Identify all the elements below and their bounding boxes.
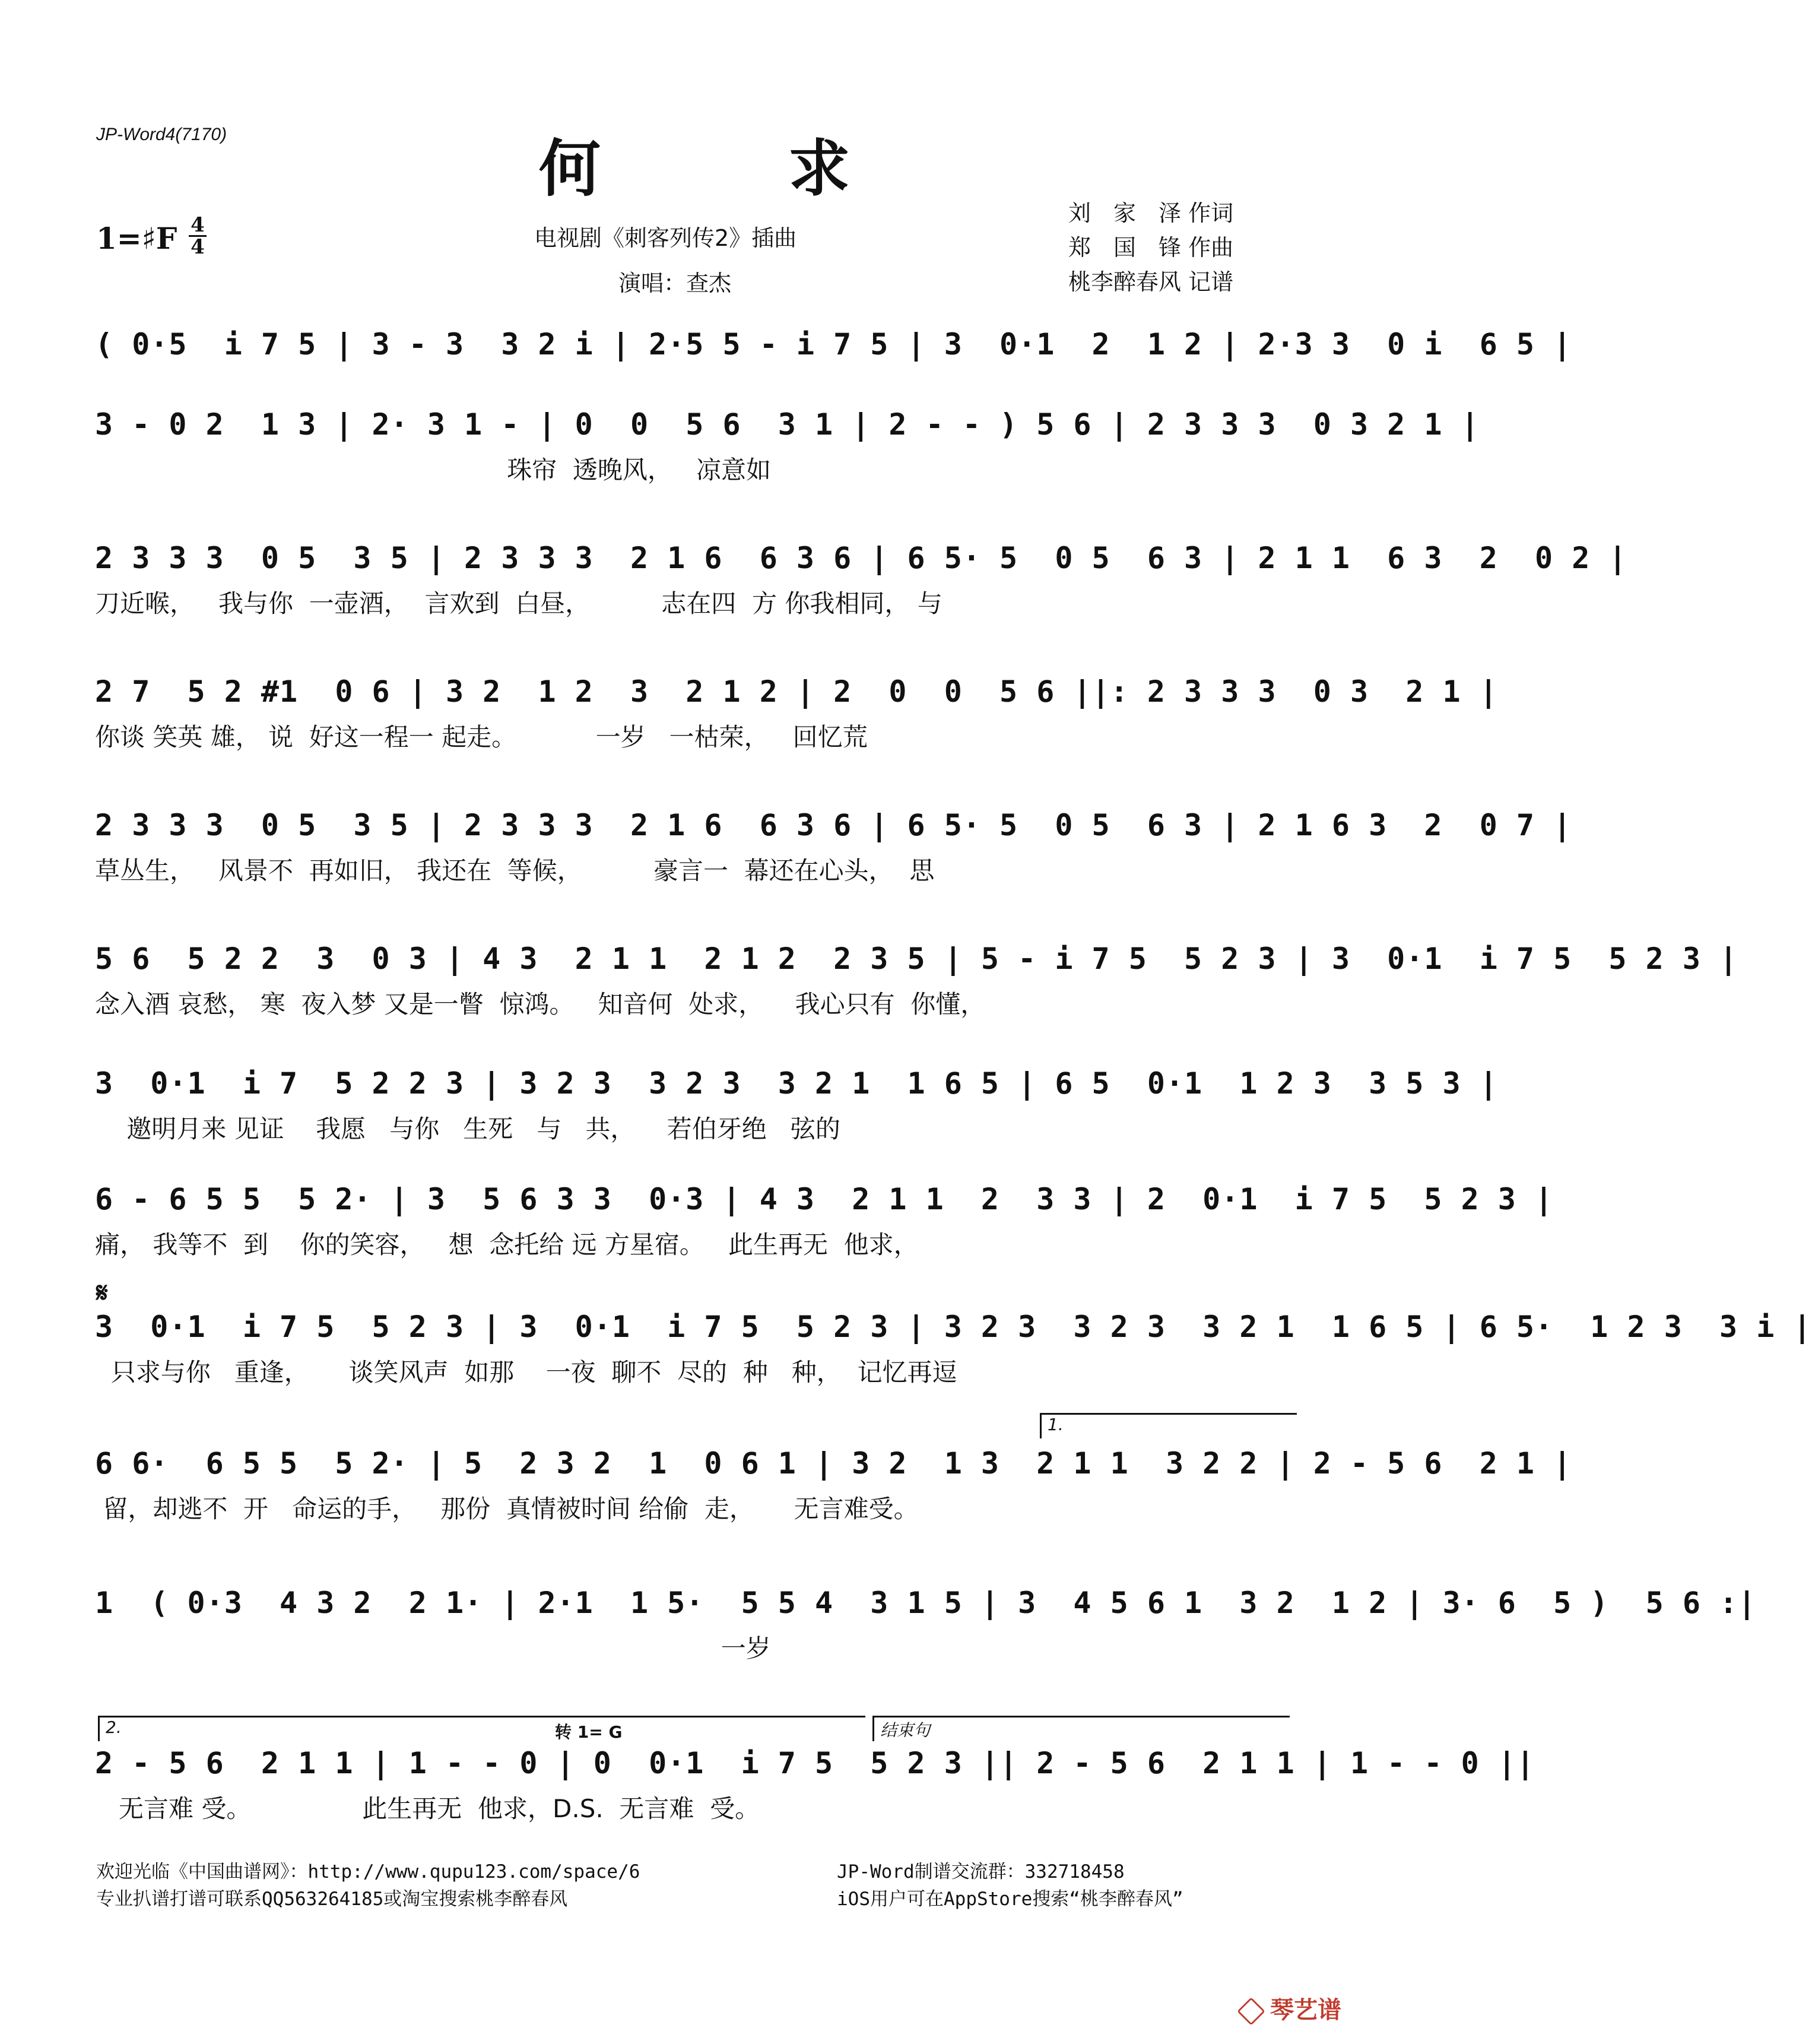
score-system-6 xyxy=(95,938,1738,1022)
ending-bracket xyxy=(872,1716,1290,1741)
footer-group-line: JP-Word制谱交流群：332718458 xyxy=(837,1861,1125,1883)
notation-line: 3 - 0 2 1 3 | 2· 3 1 - | 0 0 5 6 3 1 | 2 - - ) 5 6 | 2 3 3 3 0 3 2 1 | xyxy=(95,407,1480,442)
score-system-7 xyxy=(95,1063,1498,1147)
lyrics-line: 你谈 笑英 雄， 说 好这一程一 起走。 一岁 一枯荣， 回忆荒 xyxy=(95,722,868,752)
lyricist-credit: 刘 家 泽 作词 xyxy=(1068,200,1234,226)
score-system-4 xyxy=(95,671,1498,755)
key-signature: 1=♯F xyxy=(96,221,177,256)
footer-right xyxy=(837,1858,1183,1913)
notation-line: 6 6· 6 5 5 5 2· | 5 2 3 2 1 0 6 1 | 3 2 1 3 2 1 1 3 2 2 | 2 - 5 6 2 1 | xyxy=(95,1446,1572,1481)
lyrics-line: 痛， 我等不 到 你的笑容， 想 念托给 远 方星宿。 此生再无 他求， xyxy=(95,1230,919,1259)
lyrics-line: 留，却逃不 开 命运的手， 那份 真情被时间 给偷 走， 无言难受。 xyxy=(95,1494,919,1523)
time-signature-top: 4 xyxy=(189,215,207,237)
notation-line: ( 0·5 i 7 5 | 3 - 3 3 2 i | 2·5 5 - i 7 5 | 3 0·1 2 1 2 | 2·3 3 0 i 6 5 | xyxy=(95,327,1572,362)
composer-credit: 郑 国 锋 作曲 xyxy=(1068,234,1234,261)
singer: 演唱：查杰 xyxy=(618,270,732,296)
score-system-5 xyxy=(95,804,1572,889)
ending-label: 结束句 xyxy=(880,1720,931,1740)
score-system-1 xyxy=(95,324,1572,408)
logo-text: 琴艺谱 xyxy=(1270,1997,1341,2024)
volta-label-2: 2. xyxy=(106,1717,122,1737)
notation-line: 3 0·1 i 7 5 5 2 3 | 3 0·1 i 7 5 5 2 3 | 3 2 3 3 2 3 3 2 1 1 6 5 | 6 5· 1 2 3 3 i | xyxy=(95,1310,1812,1344)
score-system-10 xyxy=(95,1443,1572,1527)
lyrics-line: 珠帘 透晚风， 凉意如 xyxy=(95,455,771,484)
lyrics-line: 一岁 xyxy=(95,1634,771,1663)
footer-left xyxy=(96,1858,640,1913)
key-change: 转 1= G xyxy=(555,1722,623,1742)
notation-line: 2 - 5 6 2 1 1 | 1 - - 0 | 0 0·1 i 7 5 5 2 3 || 2 - 5 6 2 1 1 | 1 - - 0 || xyxy=(95,1746,1535,1780)
time-signature-bottom: 4 xyxy=(191,235,205,259)
notation-line: 5 6 5 2 2 3 0 3 | 4 3 2 1 1 2 1 2 2 3 5 | 5 - i 7 5 5 2 3 | 3 0·1 i 7 5 5 2 3 | xyxy=(95,942,1738,976)
notation-line: 2 3 3 3 0 5 3 5 | 2 3 3 3 2 1 6 6 3 6 | 6 5· 5 0 5 6 3 | 2 1 1 6 3 2 0 2 | xyxy=(95,541,1627,575)
volta-label-1: 1. xyxy=(1048,1415,1064,1434)
volta-bracket-2 xyxy=(98,1716,865,1741)
footer-site-line: 欢迎光临《中国曲谱网》：http://www.qupu123.com/space/6 xyxy=(96,1861,640,1883)
transcriber-credit: 桃李醉春风 记谱 xyxy=(1068,269,1234,295)
time-signature xyxy=(189,215,207,257)
lyrics-line: 草丛生， 风景不 再如旧， 我还在 等候， 豪言一 幕还在心头， 思 xyxy=(95,856,935,885)
notation-line: 3 0·1 i 7 5 2 2 3 | 3 2 3 3 2 3 3 2 1 1 6 5 | 6 5 0·1 1 2 3 3 5 3 | xyxy=(95,1066,1498,1101)
score-system-2 xyxy=(95,404,1480,488)
lyrics-line xyxy=(95,372,1294,408)
logo-icon xyxy=(1237,1997,1265,2026)
lyrics-line: 念入酒 哀愁， 寒 夜入梦 又是一瞥 惊鸿。 知音何 处求， 我心只有 你懂， xyxy=(95,990,986,1019)
score-system-9 xyxy=(95,1306,1812,1390)
score-system-8 xyxy=(95,1178,1554,1263)
song-title: 何 求 xyxy=(538,132,934,205)
subtitle: 电视剧《刺客列传2》插曲 xyxy=(534,225,797,251)
notation-line: 2 7 5 2 #1 0 6 | 3 2 1 2 3 2 1 2 | 2 0 0 5 6 ||: 2 3 3 3 0 3 2 1 | xyxy=(95,674,1498,709)
footer-contact-line: 专业扒谱打谱可联系QQ563264185或淘宝搜索桃李醉春风 xyxy=(96,1888,568,1910)
volta-bracket-1 xyxy=(1040,1413,1297,1438)
segno-sign: 𝄋 xyxy=(96,1276,108,1308)
lyrics-line: 只求与你 重逢， 谈笑风声 如那 一夜 聊不 尽的 种 种， 记忆再逗 xyxy=(95,1358,957,1387)
notation-line: 2 3 3 3 0 5 3 5 | 2 3 3 3 2 1 6 6 3 6 | 6 5· 5 0 5 6 3 | 2 1 6 3 2 0 7 | xyxy=(95,808,1572,842)
score-system-12 xyxy=(95,1742,1535,1827)
score-system-11 xyxy=(95,1582,1757,1666)
lyrics-line: 无言难 受。 此生再无 他求，D.S. 无言难 受。 xyxy=(95,1794,760,1823)
software-label: JP-Word4(7170) xyxy=(96,125,227,144)
lyrics-line: 刀近喉， 我与你 一壶酒， 言欢到 白昼， 志在四 方 你我相同， 与 xyxy=(95,589,943,618)
credits xyxy=(1068,196,1233,299)
notation-line: 1 ( 0·3 4 3 2 2 1· | 2·1 1 5· 5 5 4 3 1 5 | 3 4 5 6 1 3 2 1 2 | 3· 6 5 ) 5 6 :| xyxy=(95,1586,1757,1620)
lyrics-line: 邀明月来 见证 我愿 与你 生死 与 共， 若伯牙绝 弦的 xyxy=(95,1114,840,1143)
site-logo xyxy=(1237,1991,1341,2026)
notation-line: 6 - 6 5 5 5 2· | 3 5 6 3 3 0·3 | 4 3 2 1 1 2 3 3 | 2 0·1 i 7 5 5 2 3 | xyxy=(95,1182,1554,1216)
score-system-3 xyxy=(95,537,1627,622)
footer-ios-line: iOS用户可在AppStore搜索“桃李醉春风” xyxy=(837,1888,1183,1910)
